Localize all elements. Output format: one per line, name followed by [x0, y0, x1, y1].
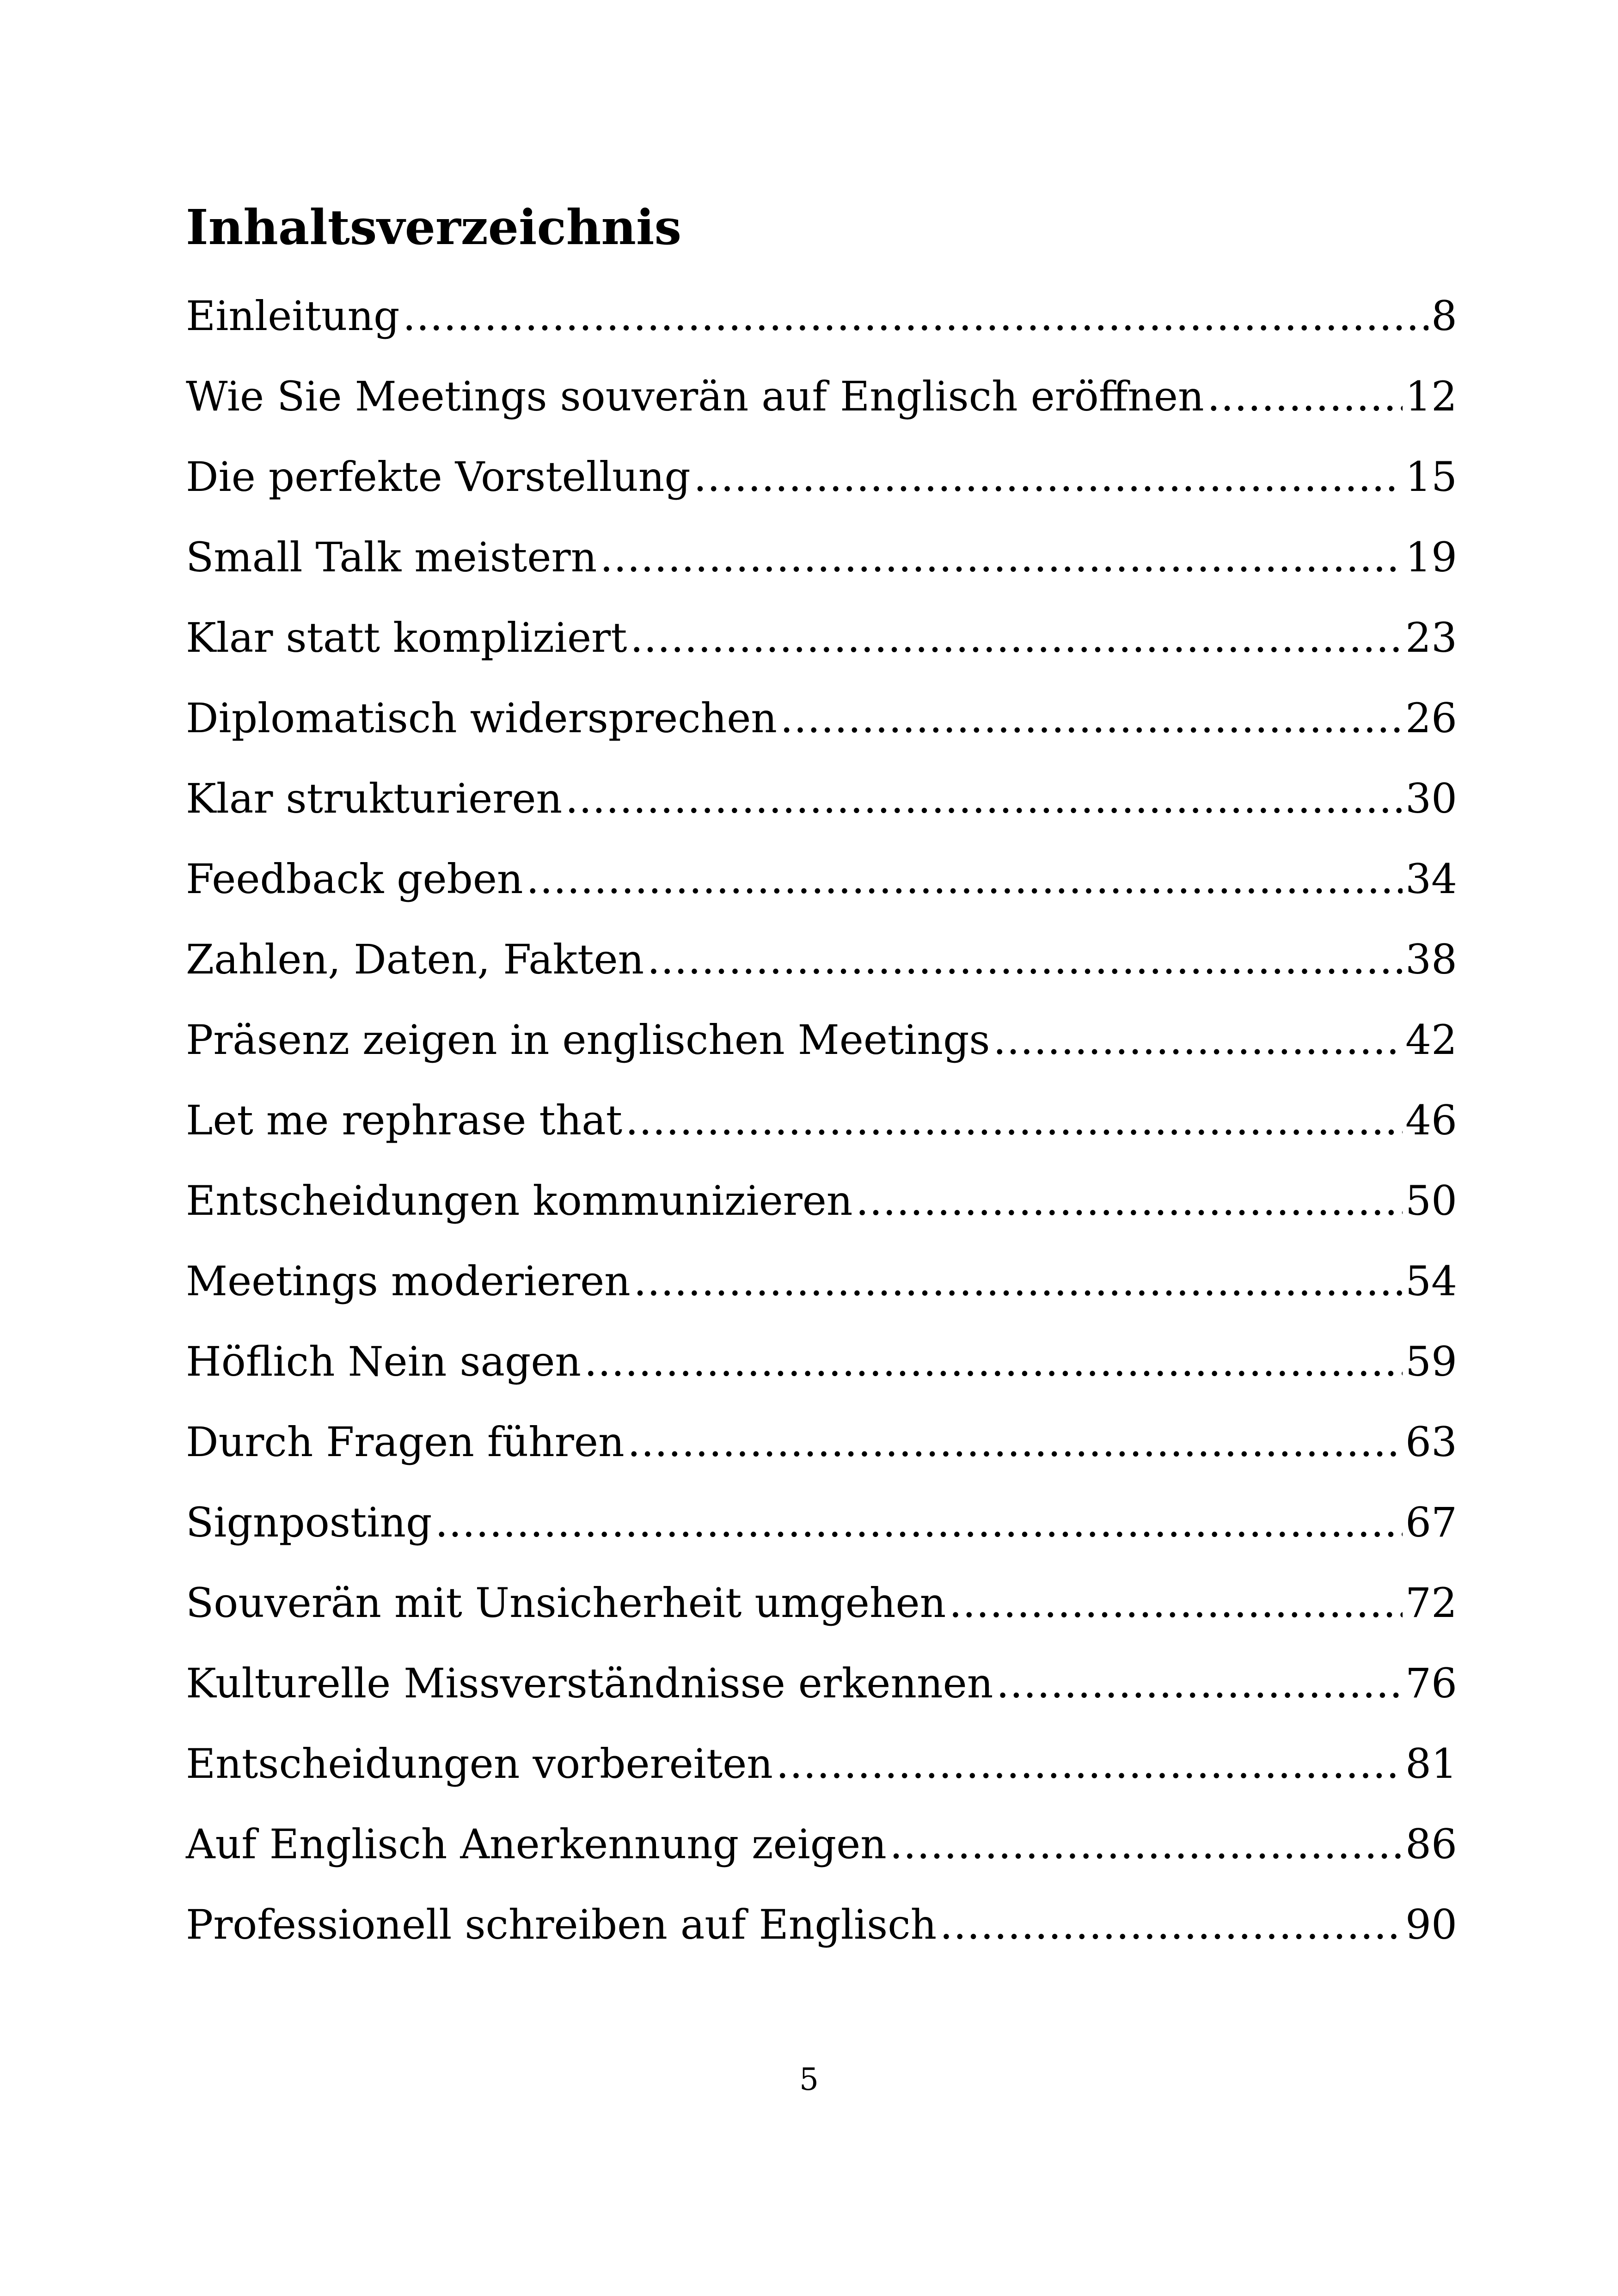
dot-leader [630, 618, 1403, 658]
toc-entry[interactable] [186, 1579, 1457, 1663]
toc-entry[interactable] [186, 1177, 1457, 1261]
toc-entry-label: Zahlen, Daten, Fakten [186, 936, 644, 983]
toc-entry-page: 30 [1405, 775, 1457, 822]
toc-entry-page: 23 [1405, 614, 1457, 661]
dot-leader [693, 457, 1403, 497]
toc-entry-label: Professionell schreiben auf Englisch [186, 1901, 937, 1948]
dot-leader [889, 1824, 1403, 1865]
toc-entry[interactable] [186, 533, 1457, 618]
toc-entry-label: Entscheidungen vorbereiten [186, 1740, 773, 1788]
dot-leader [776, 1744, 1403, 1784]
toc-entry-page: 59 [1405, 1338, 1457, 1385]
dot-leader [780, 698, 1403, 739]
toc-entry[interactable] [186, 1096, 1457, 1181]
dot-leader [939, 1904, 1403, 1945]
toc-entry-label: Meetings moderieren [186, 1257, 631, 1305]
dot-leader [855, 1181, 1403, 1221]
toc-entry[interactable] [186, 614, 1457, 698]
dot-leader [949, 1583, 1403, 1623]
toc-entry-label: Einleitung [186, 292, 400, 340]
dot-leader [1207, 376, 1403, 417]
toc-entry-label: Klar strukturieren [186, 775, 563, 822]
dot-leader [993, 1020, 1403, 1060]
toc-entry-page: 76 [1405, 1659, 1457, 1707]
toc-entry-label: Präsenz zeigen in englischen Meetings [186, 1016, 990, 1064]
toc-entry[interactable] [186, 775, 1457, 859]
toc-entry[interactable] [186, 1820, 1457, 1904]
dot-leader [647, 939, 1403, 980]
toc-entry-page: 72 [1405, 1579, 1457, 1627]
toc-entry-label: Durch Fragen führen [186, 1418, 625, 1466]
toc-entry[interactable] [186, 1499, 1457, 1583]
toc-entry-page: 54 [1405, 1257, 1457, 1305]
dot-leader [565, 778, 1403, 819]
toc-entry-page: 12 [1405, 373, 1457, 420]
toc-entry-label: Diplomatisch widersprechen [186, 694, 777, 742]
toc-entry[interactable] [186, 936, 1457, 1020]
toc-entry-page: 81 [1405, 1740, 1457, 1788]
toc-entry-label: Kulturelle Missverständnisse erkennen [186, 1659, 993, 1707]
page-number: 5 [799, 2062, 819, 2097]
toc-entry[interactable] [186, 1659, 1457, 1744]
toc-entry[interactable] [186, 694, 1457, 778]
toc-entry-label: Auf Englisch Anerkennung zeigen [186, 1820, 887, 1868]
dot-leader [600, 537, 1403, 578]
dot-leader [996, 1663, 1403, 1704]
toc-entry-page: 86 [1405, 1820, 1457, 1868]
toc-entry-page: 26 [1405, 694, 1457, 742]
toc-entry-label: Die perfekte Vorstellung [186, 453, 691, 501]
dot-leader [627, 1422, 1403, 1463]
dot-leader [633, 1261, 1403, 1302]
toc-entry[interactable] [186, 292, 1457, 376]
toc-entry-page: 90 [1405, 1901, 1457, 1948]
toc-entry-page: 38 [1405, 936, 1457, 983]
dot-leader [625, 1100, 1403, 1141]
toc-entry[interactable] [186, 453, 1457, 537]
toc-entry[interactable] [186, 1016, 1457, 1100]
toc-entry-label: Small Talk meistern [186, 533, 597, 581]
dot-leader [526, 859, 1403, 900]
toc-entry[interactable] [186, 1901, 1457, 1985]
table-of-contents [186, 292, 1457, 1985]
toc-entry-label: Feedback geben [186, 855, 523, 903]
toc-entry[interactable] [186, 855, 1457, 939]
toc-entry[interactable] [186, 1257, 1457, 1341]
toc-entry-label: Klar statt kompliziert [186, 614, 627, 661]
toc-entry-page: 46 [1405, 1096, 1457, 1144]
toc-entry-label: Signposting [186, 1499, 432, 1546]
toc-entry[interactable] [186, 373, 1457, 457]
toc-entry[interactable] [186, 1418, 1457, 1502]
toc-entry-page: 15 [1405, 453, 1457, 501]
dot-leader [402, 296, 1428, 337]
toc-entry[interactable] [186, 1338, 1457, 1422]
toc-entry-page: 67 [1405, 1499, 1457, 1546]
toc-entry-label: Let me rephrase that [186, 1096, 623, 1144]
dot-leader [584, 1341, 1403, 1382]
toc-entry-label: Souverän mit Unsicherheit umgehen [186, 1579, 946, 1627]
toc-entry-page: 34 [1405, 855, 1457, 903]
toc-entry-page: 19 [1405, 533, 1457, 581]
toc-entry-page: 50 [1405, 1177, 1457, 1225]
dot-leader [435, 1502, 1403, 1543]
toc-entry-page: 8 [1431, 292, 1457, 340]
toc-title: Inhaltsverzeichnis [186, 199, 682, 256]
toc-entry-page: 63 [1405, 1418, 1457, 1466]
toc-entry[interactable] [186, 1740, 1457, 1824]
toc-entry-label: Entscheidungen kommunizieren [186, 1177, 853, 1225]
toc-entry-page: 42 [1405, 1016, 1457, 1064]
toc-entry-label: Höflich Nein sagen [186, 1338, 582, 1385]
toc-entry-label: Wie Sie Meetings souverän auf Englisch eröffnen [186, 373, 1204, 420]
